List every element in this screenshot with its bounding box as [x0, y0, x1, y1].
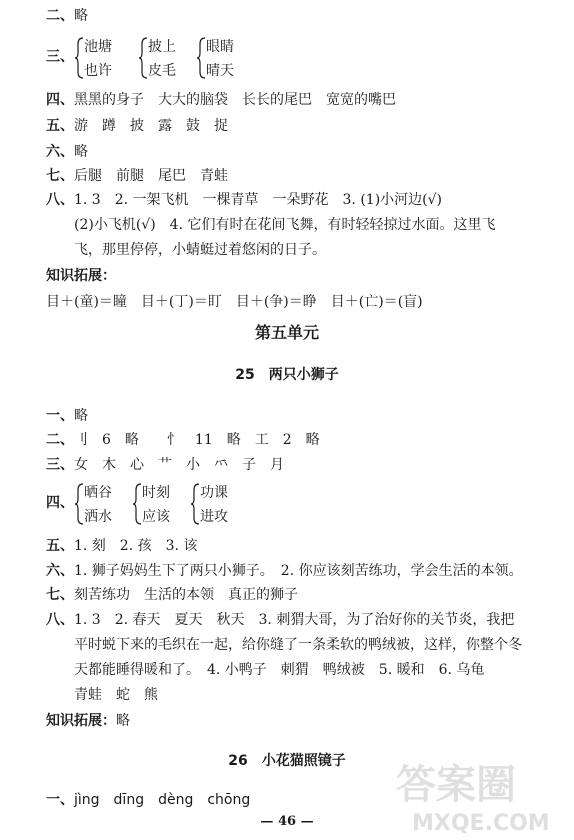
l25-section-8-line-3: 天都能睡得暖和了。 4. 小鸭子 刺猬 鸭绒被 5. 暖和 6. 乌龟 — [74, 662, 485, 678]
l25-section-4-brace-pairs: 四、 晒谷 洒水 时刻 应该 功课 进攻 — [46, 482, 346, 532]
watermark-logo — [388, 750, 568, 836]
brace-icon — [74, 482, 84, 526]
l25-section-5: 五、1. 刻 2. 孩 3. 该 — [46, 538, 198, 554]
watermark-icon — [388, 750, 568, 836]
section-2: 二、略 — [46, 8, 88, 24]
brace-icon — [196, 36, 206, 80]
l26-section-1: 一、jìng dīng dèng chōng — [46, 792, 251, 808]
brace-icon — [190, 482, 200, 526]
l25-section-3: 三、女 木 心 艹 小 ⺤ 子 月 — [46, 457, 284, 473]
brace-icon — [138, 36, 148, 80]
brace-icon — [74, 36, 84, 80]
section-8-line-3: 飞，那里停停，小蜻蜓过着悠闲的日子。 — [74, 242, 326, 258]
l25-section-6: 六、1. 狮子妈妈生下了两只小狮子。 2. 你应该刻苦练功，学会生活的本领。 — [46, 563, 523, 579]
section-3-brace-pairs: 三、 池塘 也许 披上 皮毛 眼睛 晴天 — [46, 36, 346, 86]
page-number: — 46 — — [260, 814, 314, 829]
section-7: 七、后腿 前腿 尾巴 青蛙 — [46, 168, 228, 184]
knowledge-extension-label: 知识拓展： — [46, 268, 116, 284]
section-5: 五、游 蹲 披 露 鼓 捉 — [46, 118, 228, 134]
brace-icon — [132, 482, 142, 526]
l25-section-8-line-1: 八、1. 3 2. 春天 夏天 秋天 3. 刺猬大哥，为了治好你的关节炎，我把 — [46, 612, 515, 628]
watermark-text-cn: 答案圈 — [396, 762, 516, 808]
lesson-26-title: 26 小花猫照镜子 — [228, 753, 346, 769]
l25-section-1: 一、略 — [46, 408, 88, 424]
section-4: 四、黑黑的身子 大大的脑袋 长长的尾巴 宽宽的嘴巴 — [46, 92, 396, 108]
l25-knowledge-extension: 知识拓展：略 — [46, 713, 130, 729]
lesson-25-title: 25 两只小狮子 — [235, 367, 339, 383]
l25-section-7: 七、刻苦练功 生活的本领 真正的狮子 — [46, 587, 298, 603]
l25-section-8-line-4: 青蛙 蛇 熊 — [74, 687, 158, 703]
l25-section-2: 二、刂 6 略 忄 11 略 ⼯ 2 略 — [46, 432, 320, 448]
section-6: 六、略 — [46, 144, 88, 160]
section-8-line-1: 八、1. 3 2. 一架飞机 一棵青草 一朵野花 3. (1)小河边(√) — [46, 192, 443, 208]
unit-title: 第五单元 — [254, 323, 319, 342]
section-8-line-2: (2)小飞机(√) 4. 它们有时在花间飞舞，有时轻轻掠过水面。这里飞 — [74, 217, 496, 233]
l25-section-8-line-2: 平时蜕下来的毛织在一起，给你缝了一条柔软的鸭绒被，这样，你整个冬 — [74, 637, 522, 653]
knowledge-extension-line: 目＋(童)＝瞳 目＋(丁)＝盯 目＋(争)＝睁 目＋(亡)＝(盲) — [46, 294, 423, 310]
watermark-text-url: MXQE.COM — [412, 811, 550, 836]
